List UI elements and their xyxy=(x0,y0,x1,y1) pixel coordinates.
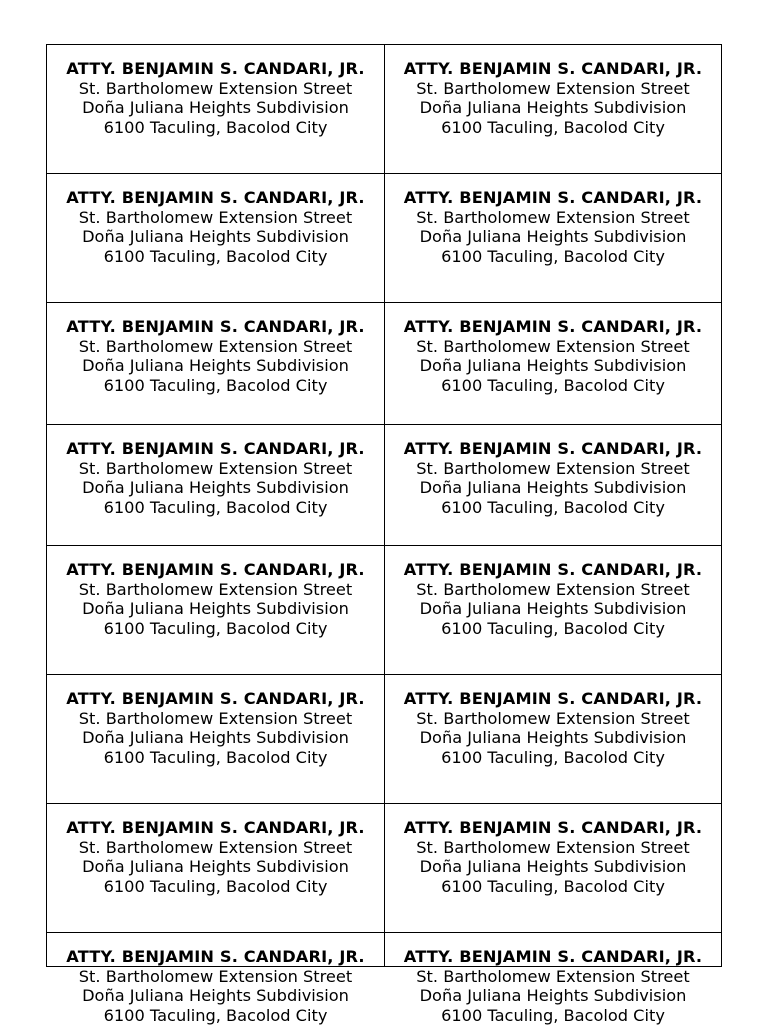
address-label xyxy=(47,933,384,1026)
address-label xyxy=(384,804,721,932)
address-label xyxy=(47,804,384,932)
address-line-1: St. Bartholomew Extension Street xyxy=(416,78,690,98)
address-line-3: 6100 Taculing, Bacolod City xyxy=(103,1006,328,1026)
recipient-name: ATTY. BENJAMIN S. CANDARI, JR. xyxy=(403,560,703,579)
recipient-name: ATTY. BENJAMIN S. CANDARI, JR. xyxy=(403,818,703,837)
address-line-1: St. Bartholomew Extension Street xyxy=(78,579,353,599)
recipient-name: ATTY. BENJAMIN S. CANDARI, JR. xyxy=(66,560,365,579)
recipient-name: ATTY. BENJAMIN S. CANDARI, JR. xyxy=(66,317,365,336)
address-label xyxy=(47,303,384,424)
address-label xyxy=(384,546,721,674)
address-line-3: 6100 Taculing, Bacolod City xyxy=(103,118,328,138)
label-row xyxy=(47,173,721,302)
address-label xyxy=(47,174,384,302)
address-label xyxy=(384,303,721,424)
recipient-name: ATTY. BENJAMIN S. CANDARI, JR. xyxy=(66,947,365,966)
address-line-3: 6100 Taculing, Bacolod City xyxy=(103,498,328,518)
recipient-name: ATTY. BENJAMIN S. CANDARI, JR. xyxy=(403,317,703,336)
address-line-2: Doña Juliana Heights Subdivision xyxy=(419,599,687,619)
address-line-3: 6100 Taculing, Bacolod City xyxy=(441,619,665,639)
recipient-name: ATTY. BENJAMIN S. CANDARI, JR. xyxy=(403,689,703,708)
address-line-1: St. Bartholomew Extension Street xyxy=(78,207,353,227)
address-line-3: 6100 Taculing, Bacolod City xyxy=(103,247,328,267)
address-line-3: 6100 Taculing, Bacolod City xyxy=(441,118,665,138)
recipient-name: ATTY. BENJAMIN S. CANDARI, JR. xyxy=(403,439,703,458)
address-line-2: Doña Juliana Heights Subdivision xyxy=(419,728,687,748)
address-line-2: Doña Juliana Heights Subdivision xyxy=(82,478,349,498)
address-label xyxy=(384,933,721,1026)
address-line-3: 6100 Taculing, Bacolod City xyxy=(103,748,328,768)
address-line-1: St. Bartholomew Extension Street xyxy=(78,708,353,728)
label-row xyxy=(47,44,721,173)
label-sheet xyxy=(46,44,722,1026)
address-line-3: 6100 Taculing, Bacolod City xyxy=(441,498,665,518)
address-line-2: Doña Juliana Heights Subdivision xyxy=(419,478,687,498)
address-line-1: St. Bartholomew Extension Street xyxy=(416,837,690,857)
label-row xyxy=(47,932,721,1026)
address-label xyxy=(384,174,721,302)
label-row xyxy=(47,424,721,545)
recipient-name: ATTY. BENJAMIN S. CANDARI, JR. xyxy=(66,689,365,708)
label-row xyxy=(47,302,721,424)
address-line-3: 6100 Taculing, Bacolod City xyxy=(441,748,665,768)
recipient-name: ATTY. BENJAMIN S. CANDARI, JR. xyxy=(403,188,703,207)
address-label xyxy=(47,425,384,545)
address-line-3: 6100 Taculing, Bacolod City xyxy=(441,247,665,267)
recipient-name: ATTY. BENJAMIN S. CANDARI, JR. xyxy=(66,59,365,78)
address-line-2: Doña Juliana Heights Subdivision xyxy=(82,728,349,748)
address-line-1: St. Bartholomew Extension Street xyxy=(416,458,690,478)
label-row xyxy=(47,545,721,674)
address-line-3: 6100 Taculing, Bacolod City xyxy=(441,1006,665,1026)
address-line-3: 6100 Taculing, Bacolod City xyxy=(441,376,665,396)
address-line-2: Doña Juliana Heights Subdivision xyxy=(82,599,349,619)
address-line-3: 6100 Taculing, Bacolod City xyxy=(441,877,665,897)
address-line-1: St. Bartholomew Extension Street xyxy=(78,78,353,98)
label-row xyxy=(47,674,721,803)
address-line-2: Doña Juliana Heights Subdivision xyxy=(82,857,349,877)
recipient-name: ATTY. BENJAMIN S. CANDARI, JR. xyxy=(403,59,703,78)
label-row xyxy=(47,803,721,932)
address-line-2: Doña Juliana Heights Subdivision xyxy=(419,356,687,376)
address-line-1: St. Bartholomew Extension Street xyxy=(416,708,690,728)
address-line-2: Doña Juliana Heights Subdivision xyxy=(419,98,687,118)
recipient-name: ATTY. BENJAMIN S. CANDARI, JR. xyxy=(66,818,365,837)
address-line-2: Doña Juliana Heights Subdivision xyxy=(82,356,349,376)
address-label xyxy=(47,45,384,173)
address-line-2: Doña Juliana Heights Subdivision xyxy=(419,857,687,877)
address-line-2: Doña Juliana Heights Subdivision xyxy=(82,986,349,1006)
address-line-1: St. Bartholomew Extension Street xyxy=(78,837,353,857)
address-label xyxy=(384,45,721,173)
address-line-2: Doña Juliana Heights Subdivision xyxy=(82,98,349,118)
address-line-1: St. Bartholomew Extension Street xyxy=(416,966,690,986)
recipient-name: ATTY. BENJAMIN S. CANDARI, JR. xyxy=(403,947,703,966)
address-line-1: St. Bartholomew Extension Street xyxy=(78,966,353,986)
address-line-1: St. Bartholomew Extension Street xyxy=(416,336,690,356)
address-label xyxy=(47,675,384,803)
address-label xyxy=(384,425,721,545)
address-label xyxy=(384,675,721,803)
address-line-1: St. Bartholomew Extension Street xyxy=(416,207,690,227)
address-line-2: Doña Juliana Heights Subdivision xyxy=(82,227,349,247)
address-line-2: Doña Juliana Heights Subdivision xyxy=(419,227,687,247)
address-line-3: 6100 Taculing, Bacolod City xyxy=(103,877,328,897)
address-line-1: St. Bartholomew Extension Street xyxy=(416,579,690,599)
recipient-name: ATTY. BENJAMIN S. CANDARI, JR. xyxy=(66,439,365,458)
address-line-3: 6100 Taculing, Bacolod City xyxy=(103,376,328,396)
address-label xyxy=(47,546,384,674)
address-line-2: Doña Juliana Heights Subdivision xyxy=(419,986,687,1006)
address-line-1: St. Bartholomew Extension Street xyxy=(78,336,353,356)
address-line-3: 6100 Taculing, Bacolod City xyxy=(103,619,328,639)
recipient-name: ATTY. BENJAMIN S. CANDARI, JR. xyxy=(66,188,365,207)
address-line-1: St. Bartholomew Extension Street xyxy=(78,458,353,478)
